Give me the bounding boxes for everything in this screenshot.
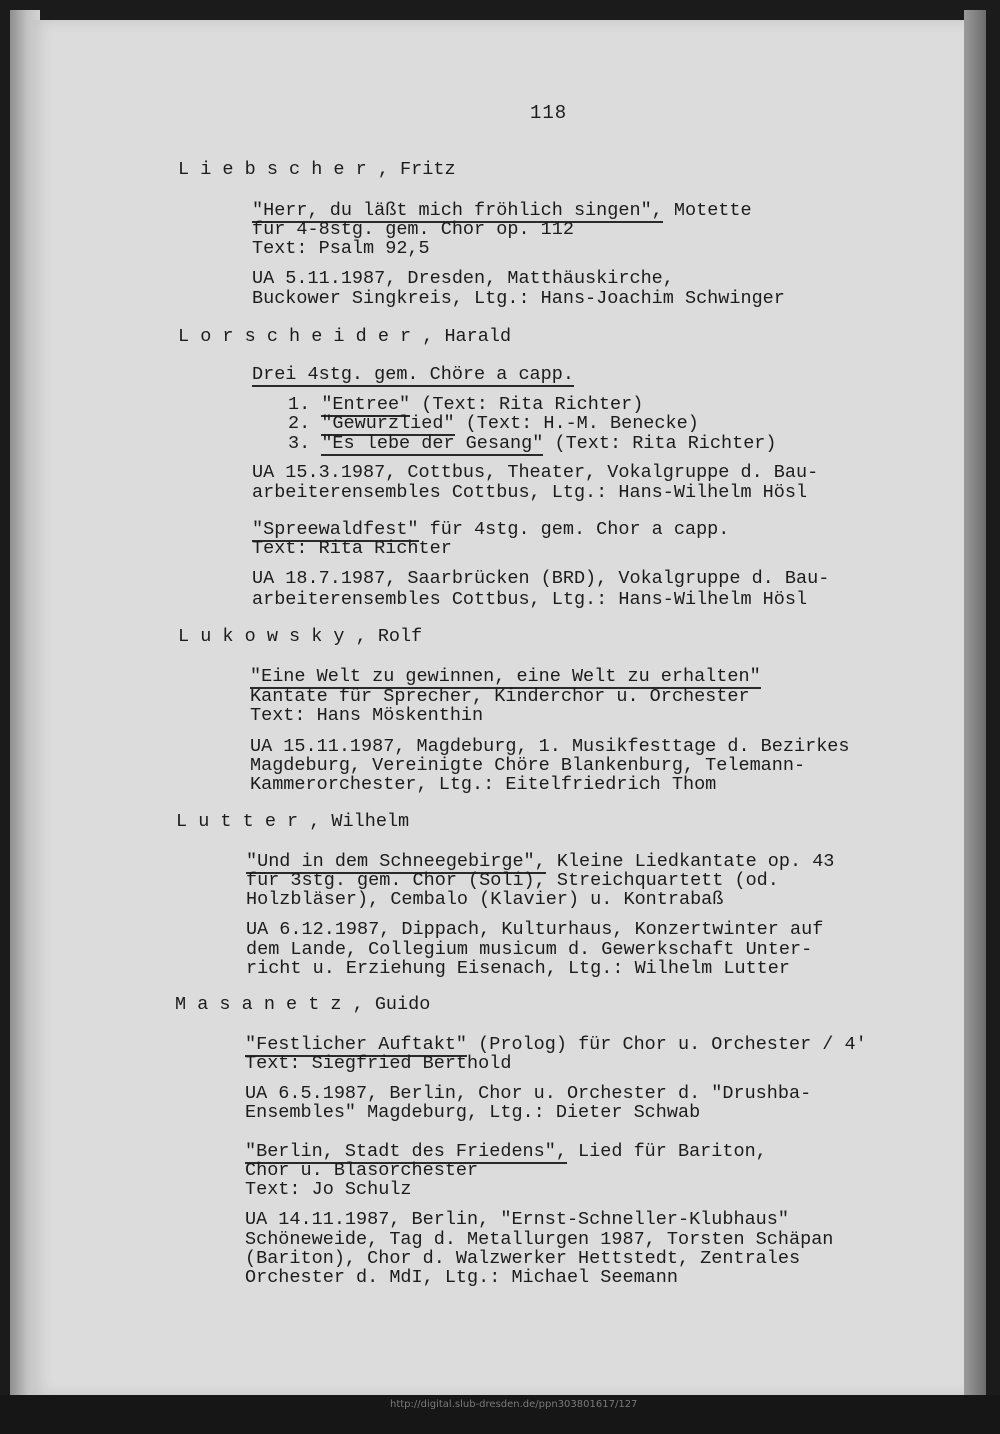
premiere-line: Ensembles" Magdeburg, Ltg.: Dieter Schwab <box>245 1102 701 1123</box>
work-title-line <box>246 852 834 871</box>
premiere-line: UA 18.7.1987, Saarbrücken (BRD), Vokalgruppe d. Bau- <box>252 568 830 589</box>
page-edge-right <box>964 10 986 1415</box>
work-title: "Herr, du läßt mich fröhlich singen", <box>252 200 663 221</box>
list-item <box>288 414 699 433</box>
work-detail-line: Chor u. Blasorchester <box>245 1160 479 1181</box>
work-detail-line: für 3stg. gem. Chor (Soli), Streichquartett (od. <box>246 870 779 891</box>
composer-heading: L u t t e r , Wilhelm <box>176 811 410 832</box>
work-title-line <box>252 365 574 384</box>
work-text-line: Text: Hans Möskenthin <box>250 705 484 726</box>
work-title-rest: Kleine Liedkantate op. 43 <box>545 851 835 872</box>
premiere-line: Kammerorchester, Ltg.: Eitelfriedrich Thom <box>250 774 717 795</box>
premiere-line: UA 15.3.1987, Cottbus, Theater, Vokalgruppe d. Bau- <box>252 462 819 483</box>
list-item <box>288 395 643 414</box>
work-title: "Berlin, Stadt des Friedens", <box>245 1141 567 1162</box>
item-title: "Gewürzlied" <box>321 413 455 434</box>
work-title: "Und in dem Schneegebirge", <box>246 851 546 872</box>
composer-heading: L u k o w s k y , Rolf <box>178 626 423 647</box>
work-title-line <box>245 1035 867 1054</box>
work-detail-line: für 4-8stg. gem. Chor op. 112 <box>252 219 574 240</box>
work-title-line <box>252 201 752 220</box>
work-title: "Festlicher Auftakt" <box>245 1034 468 1055</box>
list-item <box>288 434 777 453</box>
work-title: "Spreewaldfest" <box>252 519 419 540</box>
premiere-line: Schöneweide, Tag d. Metallurgen 1987, Torsten Schäpan <box>245 1229 834 1250</box>
work-title: "Eine Welt zu gewinnen, eine Welt zu erhalten" <box>250 666 761 687</box>
work-detail-line: Holzbläser), Cembalo (Klavier) u. Kontrabaß <box>246 889 724 910</box>
composer-heading: L i e b s c h e r , Fritz <box>178 159 456 180</box>
work-text-line: Text: Jo Schulz <box>245 1179 412 1200</box>
work-title-rest: (Prolog) für Chor u. Orchester / 4' <box>467 1034 867 1055</box>
premiere-line: (Bariton), Chor d. Walzwerker Hettstedt, Zentrales <box>245 1248 801 1269</box>
work-title-rest: Motette <box>662 200 752 221</box>
composer-heading: M a s a n e t z , Guido <box>175 994 431 1015</box>
work-text-line: Text: Siegfried Berthold <box>245 1053 512 1074</box>
work-title: Drei 4stg. gem. Chöre a capp. <box>252 364 574 385</box>
item-rest: (Text: Rita Richter) <box>543 433 777 454</box>
work-title-line <box>252 520 729 539</box>
composer-heading: L o r s c h e i d e r , Harald <box>178 326 512 347</box>
item-title: "Entree" <box>321 394 411 415</box>
work-title-line <box>245 1142 767 1161</box>
premiere-line: arbeiterensembles Cottbus, Ltg.: Hans-Wilhelm Hösl <box>252 589 808 610</box>
work-detail-line: Kantate für Sprecher, Kinderchor u. Orchester <box>250 686 750 707</box>
item-rest: (Text: Rita Richter) <box>410 394 644 415</box>
item-number: 1. <box>288 394 311 415</box>
work-title-line <box>250 667 761 686</box>
premiere-line: richt u. Erziehung Eisenach, Ltg.: Wilhelm Lutter <box>246 958 790 979</box>
premiere-line: Orchester d. MdI, Ltg.: Michael Seemann <box>245 1267 678 1288</box>
item-number: 3. <box>288 433 311 454</box>
work-title-rest: Lied für Bariton, <box>566 1141 767 1162</box>
item-number: 2. <box>288 413 311 434</box>
footer-url: http://digital.slub-dresden.de/ppn303801617/127 <box>390 1399 638 1410</box>
premiere-line: UA 6.12.1987, Dippach, Kulturhaus, Konzertwinter auf <box>246 919 824 940</box>
premiere-line: arbeiterensembles Cottbus, Ltg.: Hans-Wilhelm Hösl <box>252 482 808 503</box>
item-rest: (Text: H.-M. Benecke) <box>454 413 699 434</box>
premiere-line: dem Lande, Collegium musicum d. Gewerkschaft Unter- <box>246 939 813 960</box>
premiere-line: Buckower Singkreis, Ltg.: Hans-Joachim Schwinger <box>252 288 785 309</box>
premiere-line: UA 6.5.1987, Berlin, Chor u. Orchester d. "Drushba- <box>245 1083 812 1104</box>
premiere-line: UA 14.11.1987, Berlin, "Ernst-Schneller-Klubhaus" <box>245 1209 789 1230</box>
work-text-line: Text: Psalm 92,5 <box>252 238 430 259</box>
premiere-line: UA 15.11.1987, Magdeburg, 1. Musikfesttage d. Bezirkes <box>250 736 850 757</box>
item-title: "Es lebe der Gesang" <box>321 433 544 454</box>
premiere-line: UA 5.11.1987, Dresden, Matthäuskirche, <box>252 268 674 289</box>
work-title-rest: für 4stg. gem. Chor a capp. <box>418 519 730 540</box>
page-number: 118 <box>530 102 568 124</box>
premiere-line: Magdeburg, Vereinigte Chöre Blankenburg, Telemann- <box>250 755 806 776</box>
work-text-line: Text: Rita Richter <box>252 538 452 559</box>
